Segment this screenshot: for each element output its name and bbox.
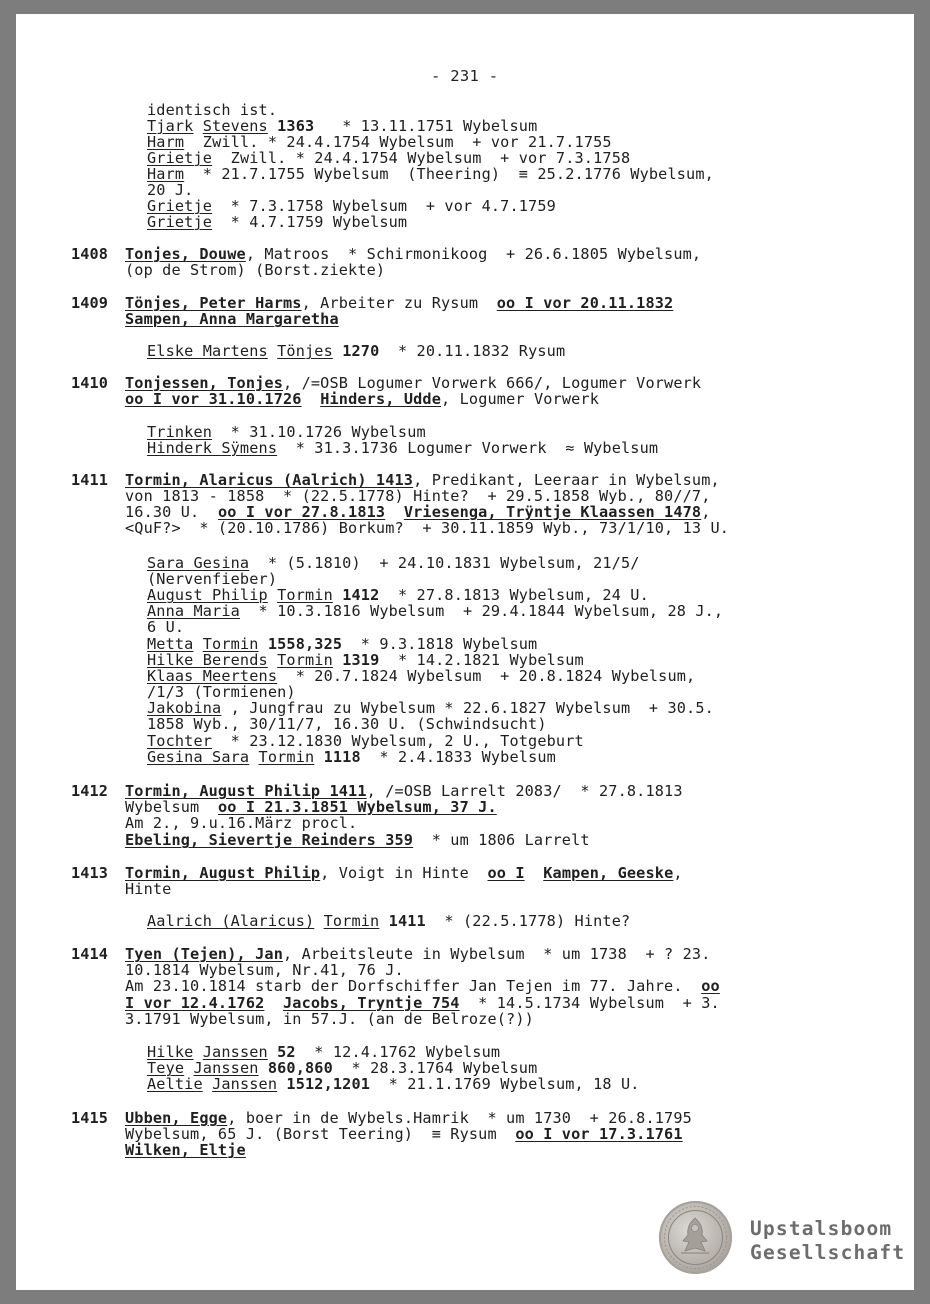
text-line: Wybelsum, 65 J. (Borst Teering) ≡ Rysum oo I vor 17.3.1761 (125, 1125, 683, 1143)
child-line: Anna Maria * 10.3.1816 Wybelsum + 29.4.1844 Wybelsum, 28 J., (147, 602, 724, 620)
text-line: 20 J. (147, 181, 194, 199)
text-line: (Nervenfieber) (147, 570, 278, 588)
person-name: Tonjes, Douwe (125, 245, 246, 263)
coin-seal-icon (659, 1201, 732, 1274)
person-name: Tyen (Tejen), Jan (125, 945, 283, 963)
marriage-date: oo I (487, 864, 525, 882)
child-line: Jakobina , Jungfrau zu Wybelsum * 22.6.1827 Wybelsum + 30.5. (147, 699, 714, 717)
entry-line: Tonjessen, Tonjes, /=OSB Logumer Vorwerk 666/, Logumer Vorwerk (125, 374, 702, 392)
child-line: August Philip Tormin 1412 * 27.8.1813 Wybelsum, 24 U. (147, 586, 649, 604)
child-line: Aalrich (Alaricus) Tormin 1411 * (22.5.1778) Hinte? (147, 912, 631, 930)
spouse-name: Vriesenga, Trÿntje Klaassen 1478 (403, 503, 702, 521)
marriage-date: I vor 12.4.1762 (125, 994, 265, 1012)
spouse-name: Wilken, Eltje (125, 1141, 246, 1159)
logo-text-line1: Upstalsboom (750, 1217, 893, 1240)
spouse-line: I vor 12.4.1762 Jacobs, Tryntje 754 * 14.5.1734 Wybelsum + 3. (125, 994, 720, 1012)
child-line: Hilke Janssen 52 * 12.4.1762 Wybelsum (147, 1043, 501, 1061)
entry-number: 1414 (71, 945, 108, 963)
child-line: Harm Zwill. * 24.4.1754 Wybelsum + vor 21.7.1755 (147, 133, 612, 151)
spouse-line: 16.30 U. oo I vor 27.8.1813 Vriesenga, Trÿntje Klaassen 1478, (125, 503, 711, 521)
text-line: /1/3 (Tormienen) (147, 683, 296, 701)
person-name: Tonjessen, Tonjes (125, 374, 283, 392)
text-line: Am 23.10.1814 starb der Dorfschiffer Jan Tejen im 77. Jahre. oo (125, 977, 720, 995)
entry-number: 1415 (71, 1109, 108, 1127)
entry-line: Tormin, August Philip 1411, /=OSB Larrelt 2083/ * 27.8.1813 (125, 782, 683, 800)
person-name: Tormin, August Philip 1411 (125, 782, 367, 800)
entry-number: 1411 (71, 471, 108, 489)
entry-line: Ubben, Egge, boer in de Wybels.Hamrik * um 1730 + 26.8.1795 (125, 1109, 692, 1127)
child-line: Trinken * 31.10.1726 Wybelsum (147, 423, 426, 441)
child-line: Hinderk Sÿmens * 31.3.1736 Logumer Vorwerk ≈ Wybelsum (147, 439, 659, 457)
marriage-date: oo I vor 17.3.1761 (515, 1125, 683, 1143)
entry-number: 1412 (71, 782, 108, 800)
child-line: Sara Gesina * (5.1810) + 24.10.1831 Wybelsum, 21/5/ (147, 554, 640, 572)
marriage-date: oo I vor 20.11.1832 (496, 294, 674, 312)
child-line: Grietje Zwill. * 24.4.1754 Wybelsum + vor 7.3.1758 (147, 149, 631, 167)
document-page (16, 14, 914, 1290)
entry-number: 1408 (71, 245, 108, 263)
text-line: Am 2., 9.u.16.März procl. (125, 814, 358, 832)
person-name: Ubben, Egge (125, 1109, 228, 1127)
marriage-date: oo I 21.3.1851 Wybelsum, 37 J. (217, 798, 497, 816)
child-line: Klaas Meertens * 20.7.1824 Wybelsum + 20.8.1824 Wybelsum, (147, 667, 696, 685)
person-name: Tönjes, Peter Harms (125, 294, 302, 312)
text-line: 6 U. (147, 618, 185, 636)
child-line: Harm * 21.7.1755 Wybelsum (Theering) ≡ 25.2.1776 Wybelsum, (147, 165, 714, 183)
text-line: 10.1814 Wybelsum, Nr.41, 76 J. (125, 961, 404, 979)
entry-number: 1413 (71, 864, 108, 882)
text-line: von 1813 - 1858 * (22.5.1778) Hinte? + 29.5.1858 Wyb., 80//7, (125, 487, 711, 505)
spouse-name: Jacobs, Tryntje 754 (283, 994, 460, 1012)
entry-number: 1410 (71, 374, 108, 392)
marriage-date: oo I vor 27.8.1813 (217, 503, 386, 521)
spouse-name: Sampen, Anna Margaretha (125, 310, 339, 328)
person-name: Tormin, August Philip (125, 864, 321, 882)
entry-line: Tönjes, Peter Harms, Arbeiter zu Rysum oo I vor 20.11.1832 (125, 294, 674, 312)
child-line: Elske Martens Tönjes 1270 * 20.11.1832 Rysum (147, 342, 566, 360)
text-line: Hinte (125, 880, 172, 898)
entry-line: Tyen (Tejen), Jan, Arbeitsleute in Wybelsum * um 1738 + ? 23. (125, 945, 711, 963)
text-line: 3.1791 Wybelsum, in 57.J. (an de Belroze(?)) (125, 1010, 534, 1028)
child-line: Grietje * 7.3.1758 Wybelsum + vor 4.7.1759 (147, 197, 556, 215)
child-line: Tochter * 23.12.1830 Wybelsum, 2 U., Totgeburt (147, 732, 584, 750)
text-line: Wybelsum oo I 21.3.1851 Wybelsum, 37 J. (125, 798, 497, 816)
person-name: Tormin, Alaricus (Aalrich) 1413 (125, 471, 414, 489)
entry-line: Tonjes, Douwe, Matroos * Schirmonikoog + 26.6.1805 Wybelsum, (125, 245, 702, 263)
child-line: Grietje * 4.7.1759 Wybelsum (147, 213, 408, 231)
text-line: identisch ist. (147, 101, 278, 119)
marriage-date: oo I vor 31.10.1726 (125, 390, 302, 408)
child-line: Tjark Stevens 1363 * 13.11.1751 Wybelsum (147, 117, 538, 135)
spouse-name: Hinders, Udde (320, 390, 442, 408)
child-line: Hilke Berends Tormin 1319 * 14.2.1821 Wybelsum (147, 651, 584, 669)
spouse-line (125, 1142, 246, 1158)
spouse-line (125, 311, 339, 327)
spouse-line: oo I vor 31.10.1726 Hinders, Udde, Logumer Vorwerk (125, 390, 600, 408)
page-number: - 231 - (431, 67, 499, 85)
marriage-date: oo (701, 977, 720, 995)
child-line: Teye Janssen 860,860 * 28.3.1764 Wybelsum (147, 1059, 538, 1077)
text-line: <QuF?> * (20.10.1786) Borkum? + 30.11.1859 Wyb., 73/1/10, 13 U. (125, 519, 730, 537)
spouse-line: Ebeling, Sievertje Reinders 359 * um 1806 Larrelt (125, 831, 590, 849)
child-line: Aeltie Janssen 1512,1201 * 21.1.1769 Wybelsum, 18 U. (147, 1075, 640, 1093)
spouse-name: Kampen, Geeske (543, 864, 674, 882)
text-line: (op de Strom) (Borst.ziekte) (125, 261, 386, 279)
entry-line: Tormin, Alaricus (Aalrich) 1413, Predikant, Leeraar in Wybelsum, (125, 471, 720, 489)
logo-text-line2: Gesellschaft (750, 1241, 906, 1264)
child-line: Metta Tormin 1558,325 * 9.3.1818 Wybelsum (147, 635, 538, 653)
entry-number: 1409 (71, 294, 108, 312)
child-line: Gesina Sara Tormin 1118 * 2.4.1833 Wybelsum (147, 748, 556, 766)
entry-line: Tormin, August Philip, Voigt in Hinte oo I Kampen, Geeske, (125, 864, 683, 882)
text-line: 1858 Wyb., 30/11/7, 16.30 U. (Schwindsucht) (147, 715, 547, 733)
spouse-name: Ebeling, Sievertje Reinders 359 (125, 831, 414, 849)
